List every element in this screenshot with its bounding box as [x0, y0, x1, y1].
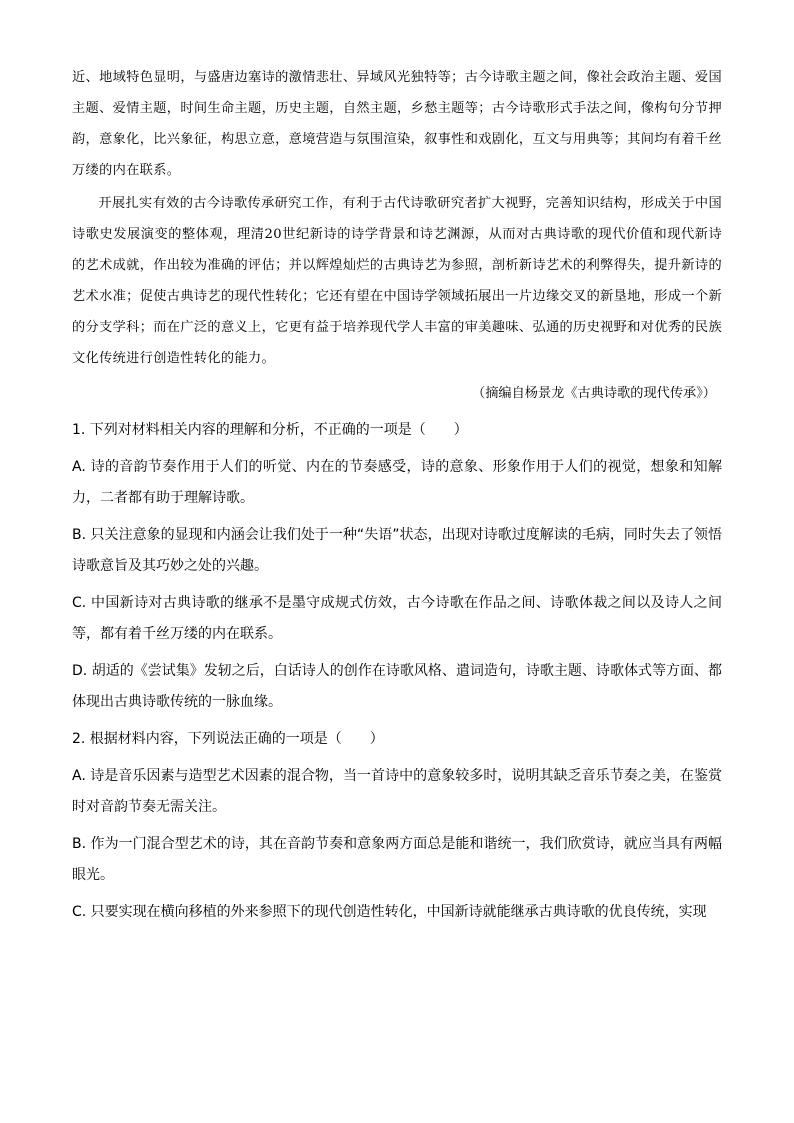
question-1-option-a: A. 诗的音韵节奏作用于人们的听觉、内在的节奏感受，诗的意象、形象作用于人们的视觉，想象和知解力，二者都有助于理解诗歌。: [72, 459, 722, 506]
document-page: [72, 62, 722, 928]
passage-paragraph-2: 开展扎实有效的古今诗歌传承研究工作，有利于古代诗歌研究者扩大视野，完善知识结构，形成关于中国诗歌史发展演变的整体观，理清20世纪新诗的诗学背景和诗艺渊源，从而对古典诗歌的现代价值和现代新诗的艺术成就，作出较为准确的评估；并以辉煌灿烂的古典诗艺为参照，剖析新诗艺术的利弊得失，提升新诗的艺术水准；促使古典诗艺的现代性转化；它还有望在中国诗学领域拓展出一片边缘交叉的新垦地，形成一个新的分支学科；而在广泛的意义上，它更有益于培养现代学人丰富的审美趣味、弘通的历史视野和对优秀的民族文化传统进行创造性转化的能力。: [72, 196, 722, 366]
question-2-option-c: C. 只要实现在横向移植的外来参照下的现代创造性转化，中国新诗就能继承古典诗歌的优良传统，实现: [72, 904, 707, 920]
question-2-stem: 2. 根据材料内容，下列说法正确的一项是（ ）: [72, 731, 384, 747]
question-1-option-b: B. 只关注意象的显现和内涵会让我们处于一种“失语”状态，出现对诗歌过度解读的毛病，同时失去了领悟诗歌意旨及其巧妙之处的兴趣。: [72, 527, 722, 574]
question-2-option-a: A. 诗是音乐因素与造型艺术因素的混合物，当一首诗中的意象较多时，说明其缺乏音乐节奏之美，在鉴赏时对音韵节奏无需关注。: [72, 768, 722, 815]
passage-paragraph-1: 近、地域特色显明，与盛唐边塞诗的激情悲壮、异域风光独特等；古今诗歌主题之间，像社会政治主题、爱国主题、爱情主题，时间生命主题，历史主题，自然主题，乡愁主题等；古今诗歌形式手法之间，像构句分节押韵，意象化，比兴象征，构思立意，意境营造与氛围渲染，叙事性和戏剧化，互文与用典等；其间均有着千丝万缕的内在联系。: [72, 70, 722, 178]
question-1: [72, 415, 722, 718]
question-1-stem: 1. 下列对材料相关内容的理解和分析，不正确的一项是（ ）: [72, 422, 468, 438]
question-1-option-c: C. 中国新诗对古典诗歌的继承不是墨守成规式仿效，古今诗歌在作品之间、诗歌体裁之间以及诗人之间等，都有着千丝万缕的内在联系。: [72, 595, 722, 642]
question-2: [72, 724, 722, 928]
question-2-option-b: B. 作为一门混合型艺术的诗，其在音韵节奏和意象两方面总是能和谐统一，我们欣赏诗，就应当具有两幅眼光。: [72, 836, 722, 883]
source-attribution: （摘编自杨景龙《古典诗歌的现代传承》）: [472, 386, 716, 401]
question-1-option-d: D. 胡适的《尝试集》发轫之后，白话诗人的创作在诗歌风格、遣词造句，诗歌主题、诗歌体式等方面、都体现出古典诗歌传统的一脉血缘。: [72, 663, 722, 710]
